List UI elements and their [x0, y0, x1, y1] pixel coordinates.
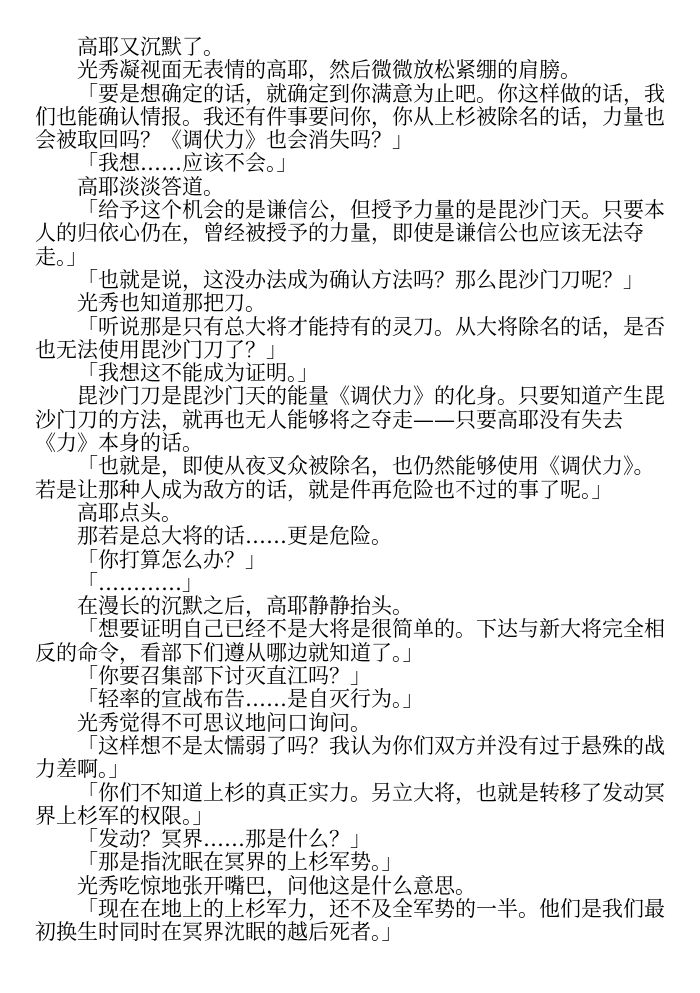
paragraph: 「你要召集部下讨灭直江吗？」 — [77, 664, 371, 689]
paragraph: 「听说那是只有总大将才能持有的灵刀。从大将除名的话，是否也无法使用毘沙门刀了？」 — [35, 314, 665, 362]
paragraph: 「那是指沈眠在冥界的上杉军势。」 — [77, 850, 403, 875]
paragraph: 「想要证明自己已经不是大将是很简单的。下达与新大将完全相反的命令，看部下们遵从哪边就知道了。」 — [35, 617, 665, 665]
paragraph: 光秀吃惊地张开嘴巴，问他这是什么意思。 — [77, 873, 476, 898]
paragraph: 「你打算怎么办？」 — [77, 547, 266, 572]
paragraph: 「这样想不是太懦弱了吗？我认为你们双方并没有过于悬殊的战力差啊。」 — [35, 733, 665, 782]
paragraph: 高耶点头。 — [77, 500, 182, 525]
paragraph: 光秀凝视面无表情的高耶，然后微微放松紧绷的肩膀。 — [77, 58, 581, 83]
paragraph: 那若是总大将的话……更是危险。 — [77, 524, 392, 549]
paragraph: 高耶又沉默了。 — [77, 35, 224, 59]
paragraph: 「要是想确定的话，就确定到你满意为止吧。你这样做的话，我们也能确认情报。我还有件事要问你，你从上杉被除名的话，力量也会被取回吗？《调伏力》也会消失吗？」 — [35, 81, 665, 153]
paragraph: 光秀也知道那把刀。 — [77, 291, 266, 316]
paragraph: 「轻率的宣战布告……是自灭行为。」 — [77, 687, 424, 712]
paragraph: 高耶淡淡答道。 — [77, 174, 224, 199]
paragraph: 「我想……应该不会。」 — [77, 151, 298, 176]
paragraph: 「也就是，即使从夜叉众被除名，也仍然能够使用《调伏力》。若是让那种人成为敌方的话，就是件再危险也不过的事了呢。」 — [35, 454, 655, 502]
paragraph: 「现在在地上的上杉军力，还不及全军势的一半。他们是我们最初换生时同时在冥界沈眠的越后死者。」 — [35, 896, 665, 945]
text-block — [35, 36, 665, 945]
paragraph: 「发动？冥界……那是什么？」 — [77, 827, 371, 852]
paragraph: 毘沙门刀是毘沙门天的能量《调伏力》的化身。只要知道产生毘沙门刀的方法，就再也无人能够将之夺走——只要高耶没有失去《力》本身的话。 — [35, 384, 665, 456]
paragraph: 「你们不知道上杉的真正实力。另立大将，也就是转移了发动冥界上杉军的权限。」 — [35, 780, 665, 828]
paragraph: 「给予这个机会的是谦信公，但授予力量的是毘沙门天。只要本人的归依心仍在，曾经被授予的力量，即使是谦信公也应该无法夺走。」 — [35, 198, 665, 269]
paragraph: 光秀觉得不可思议地问口询问。 — [77, 710, 371, 735]
paragraph: 「我想这不能成为证明。」 — [77, 361, 319, 386]
paragraph: 「…………」 — [77, 570, 203, 595]
paragraph: 「也就是说，这没办法成为确认方法吗？那么毘沙门刀呢？」 — [77, 267, 644, 292]
paragraph: 在漫长的沉默之后，高耶静静抬头。 — [77, 594, 413, 619]
